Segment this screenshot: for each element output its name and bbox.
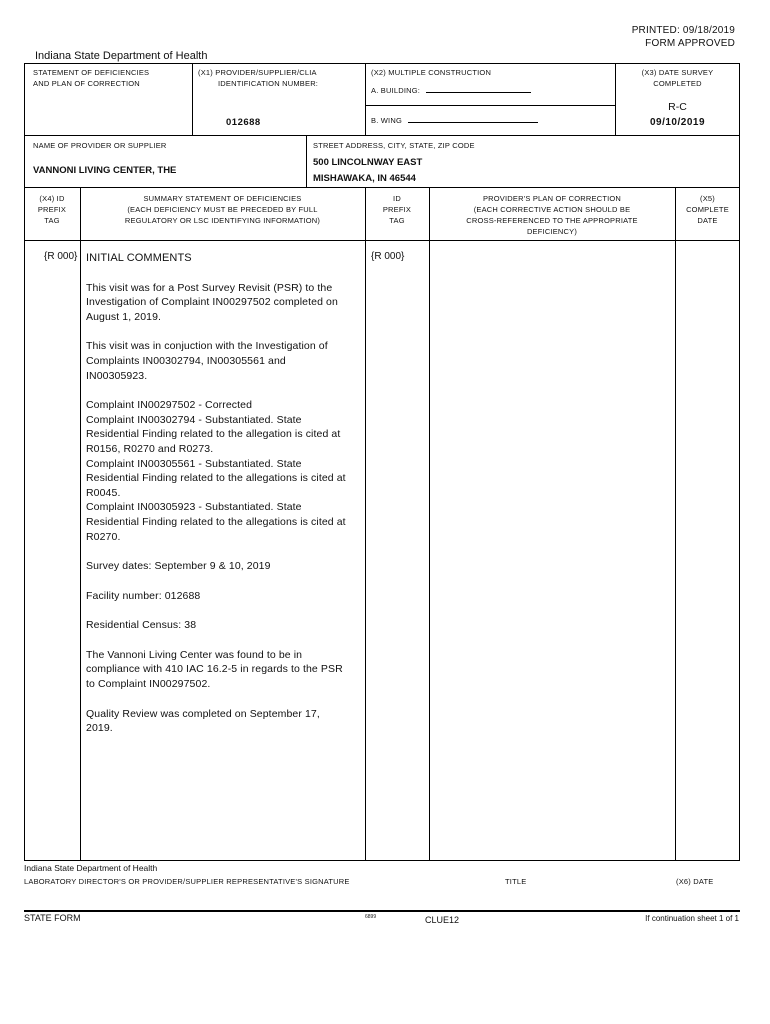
plan-sub1: (EACH CORRECTIVE ACTION SHOULD BE bbox=[473, 205, 631, 214]
form-approved: FORM APPROVED bbox=[645, 38, 735, 49]
id-label: ID bbox=[393, 194, 401, 203]
x3-sublabel: COMPLETED bbox=[653, 79, 702, 88]
paragraph-psr: This visit was for a Post Survey Revisit (PSR) to the Investigation of Complaint IN00297502 completed on August 1, 2019. bbox=[86, 281, 338, 323]
plan-sub2: CROSS-REFERENCED TO THE APPROPRIATE bbox=[466, 216, 638, 225]
wing-field bbox=[408, 114, 538, 123]
x4-tag: TAG bbox=[44, 216, 60, 225]
city-state-zip: MISHAWAKA, IN 46544 bbox=[313, 173, 416, 184]
building-field bbox=[426, 84, 531, 93]
plan-sub3: DEFICIENCY) bbox=[526, 227, 578, 236]
paragraph-complaint-3: Complaint IN00305561 - Substantiated. State Residential Finding related to the allegations is cited at R0045. bbox=[86, 457, 346, 499]
plan-header: PROVIDER'S PLAN OF CORRECTION bbox=[482, 194, 622, 203]
footer-agency: Indiana State Department of Health bbox=[24, 863, 158, 873]
x5-complete: COMPLETE bbox=[686, 205, 729, 214]
provider-id: 012688 bbox=[226, 117, 261, 128]
paragraph-complaint-2: Complaint IN00302794 - Substantiated. State Residential Finding related to the allegation is cited at R0156, R0270 and R0273. bbox=[86, 413, 341, 455]
paragraph-facility-number: Facility number: 012688 bbox=[86, 589, 201, 602]
summary-sub2: REGULATORY OR LSC IDENTIFYING INFORMATION) bbox=[124, 216, 321, 225]
entry-title: INITIAL COMMENTS bbox=[86, 252, 192, 264]
paragraph-conjunction: This visit was in conjuction with the Investigation of Complaints IN00302794, IN00305561 and IN00305923. bbox=[86, 340, 328, 382]
x1-sublabel: IDENTIFICATION NUMBER: bbox=[218, 79, 319, 88]
signature-label: LABORATORY DIRECTOR'S OR PROVIDER/SUPPLIER REPRESENTATIVE'S SIGNATURE bbox=[24, 877, 350, 886]
form-code: 6899 bbox=[365, 914, 377, 920]
x4-label: (X4) ID bbox=[39, 194, 65, 203]
x4-prefix: PREFIX bbox=[37, 205, 67, 214]
summary-header: SUMMARY STATEMENT OF DEFICIENCIES bbox=[143, 194, 302, 203]
title-label: TITLE bbox=[505, 877, 527, 886]
id-tag: TAG bbox=[389, 216, 405, 225]
entry-body bbox=[86, 251, 348, 751]
paragraph-survey-dates: Survey dates: September 9 & 10, 2019 bbox=[86, 560, 271, 573]
printed-date: PRINTED: 09/18/2019 bbox=[631, 25, 735, 36]
wing-label: B. WING bbox=[371, 116, 402, 125]
building-label: A. BUILDING: bbox=[371, 86, 421, 95]
plan-label: AND PLAN OF CORRECTION bbox=[33, 79, 140, 88]
x1-label: (X1) PROVIDER/SUPPLIER/CLIA bbox=[198, 68, 317, 77]
x2-label: (X2) MULTIPLE CONSTRUCTION bbox=[371, 68, 492, 77]
provider-name: VANNONI LIVING CENTER, THE bbox=[33, 165, 177, 176]
provider-name-label: NAME OF PROVIDER OR SUPPLIER bbox=[33, 141, 167, 150]
agency-title: Indiana State Department of Health bbox=[35, 50, 208, 62]
state-form-label: STATE FORM bbox=[24, 913, 81, 923]
entry-id-tag: {R 000} bbox=[371, 251, 405, 262]
survey-date: 09/10/2019 bbox=[649, 117, 706, 128]
statement-label: STATEMENT OF DEFICIENCIES bbox=[33, 68, 150, 77]
event-id: CLUE12 bbox=[425, 915, 460, 925]
paragraph-complaint-4: Complaint IN00305923 - Substantiated. State Residential Finding related to the allegations is cited at R0270. bbox=[86, 501, 346, 543]
id-prefix: PREFIX bbox=[382, 205, 412, 214]
x5-label: (X5) bbox=[700, 194, 715, 203]
paragraph-complaint-1: Complaint IN00297502 - Corrected bbox=[86, 399, 253, 412]
paragraph-compliance: The Vannoni Living Center was found to be in compliance with 410 IAC 16.2-5 in regards to the PSR to Complaint IN00297502. bbox=[86, 648, 343, 691]
address-label: STREET ADDRESS, CITY, STATE, ZIP CODE bbox=[313, 141, 475, 150]
x6-date-label: (X6) DATE bbox=[676, 877, 714, 886]
x3-label: (X3) DATE SURVEY bbox=[641, 68, 714, 77]
x5-date: DATE bbox=[697, 216, 718, 225]
street-address: 500 LINCOLNWAY EAST bbox=[313, 157, 423, 168]
continuation-sheet: If continuation sheet 1 of 1 bbox=[645, 914, 739, 923]
paragraph-census: Residential Census: 38 bbox=[86, 619, 197, 632]
entry-prefix-tag: {R 000} bbox=[44, 251, 78, 262]
paragraph-quality-review: Quality Review was completed on September 17, 2019. bbox=[86, 707, 320, 735]
summary-sub1: (EACH DEFICIENCY MUST BE PRECEDED BY FULL bbox=[127, 205, 318, 214]
survey-code: R-C bbox=[668, 101, 687, 113]
